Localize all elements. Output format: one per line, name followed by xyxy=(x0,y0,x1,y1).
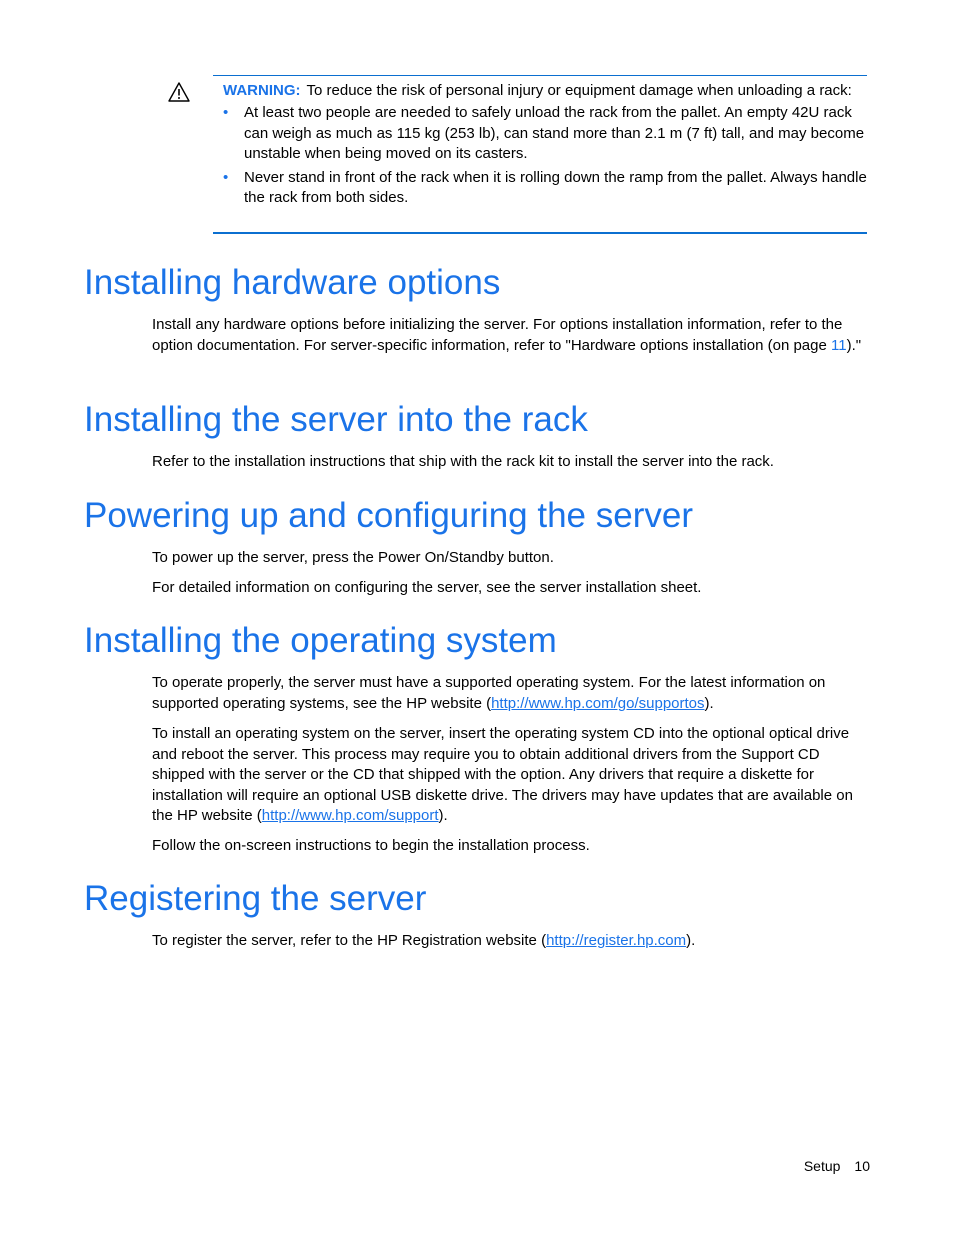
warning-box xyxy=(213,75,867,234)
os-paragraph-3: Follow the on-screen instructions to begin the installation process. xyxy=(152,837,590,854)
heading-installing-operating-system: Installing the operating system xyxy=(84,621,557,660)
heading-powering-up: Powering up and configuring the server xyxy=(84,496,693,535)
warning-intro: To reduce the risk of personal injury or equipment damage when unloading a rack: xyxy=(306,82,852,99)
power-paragraph-1: To power up the server, press the Power On/Standby button. xyxy=(152,549,554,566)
warning-intro-line xyxy=(223,80,867,101)
bullet-icon: • xyxy=(223,168,229,186)
page-reference-link[interactable]: 11 xyxy=(831,336,847,354)
heading-installing-hardware-options: Installing hardware options xyxy=(84,263,501,302)
os-paragraph-1: To operate properly, the server must have a supported operating system. For the latest information on supported operating systems, see the HP website (http://www.hp.com/go/supportos). xyxy=(152,674,826,712)
warning-label: WARNING: xyxy=(223,82,301,99)
warning-triangle-icon xyxy=(167,81,191,103)
hp-supportos-link[interactable]: http://www.hp.com/go/supportos xyxy=(491,694,705,712)
register-paragraph: To register the server, refer to the HP Registration website (http://register.hp.com). xyxy=(152,932,696,949)
bullet-icon: • xyxy=(223,104,229,121)
hardware-options-paragraph: Install any hardware options before initializing the server. For options installation information, refer to the option documentation. For server-specific information, refer to "Hardware options installation (on page 11)." xyxy=(152,316,862,354)
footer-section-name: Setup xyxy=(803,1158,841,1174)
warning-item: • Never stand in front of the rack when it is rolling down the ramp from the pallet. Always handle the rack from both sides. xyxy=(223,168,867,206)
warning-list xyxy=(213,103,867,209)
heading-registering-server: Registering the server xyxy=(84,879,427,918)
power-paragraph-2: For detailed information on configuring the server, see the server installation sheet. xyxy=(152,579,702,596)
page-footer xyxy=(804,1158,870,1174)
warning-item: • At least two people are needed to safely unload the rack from the pallet. An empty 42U rack can weigh as much as 115 kg (253 lb), can stand more than 2.1 m (7 ft) tall, and may become unstable when being moved on its casters. xyxy=(223,104,865,162)
hp-registration-link[interactable]: http://register.hp.com xyxy=(546,932,687,949)
heading-installing-server-into-rack: Installing the server into the rack xyxy=(84,400,588,439)
rack-paragraph: Refer to the installation instructions that ship with the rack kit to install the server into the rack. xyxy=(152,453,774,470)
footer-page-number: 10 xyxy=(854,1158,870,1174)
hp-support-link[interactable]: http://www.hp.com/support xyxy=(261,807,439,824)
os-paragraph-2: To install an operating system on the server, insert the operating system CD into the optional optical drive and reboot the server. This process may require you to obtain additional drivers from the Support CD shipped with the server or the CD that shipped with the option. Any drivers that require a diskette for installation will require an optional USB diskette drive. The drivers may have updates that are available on the HP website (http://www.hp.com/support). xyxy=(152,725,853,824)
